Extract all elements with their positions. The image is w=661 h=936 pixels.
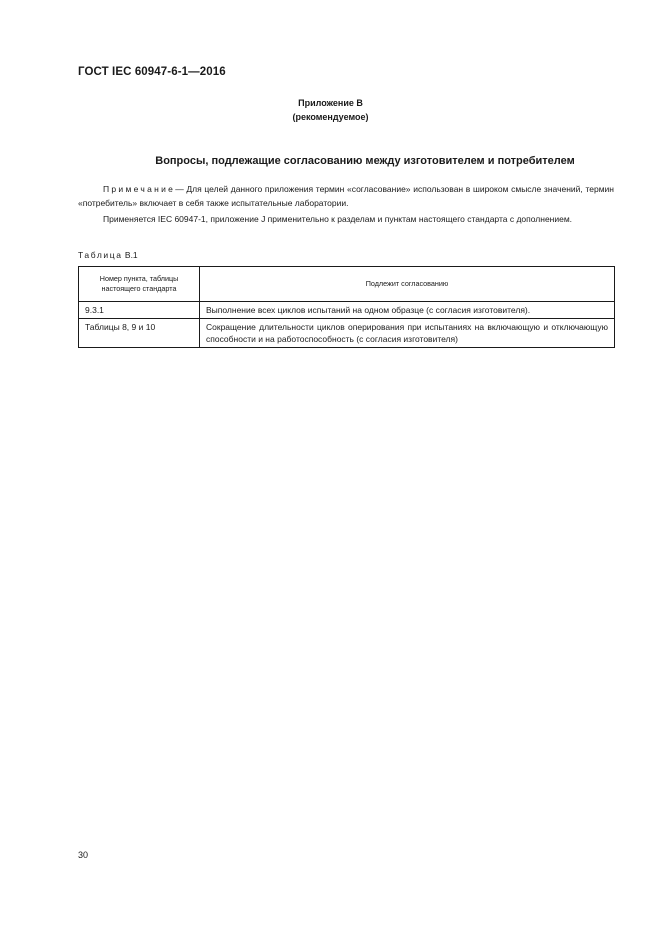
table-cell-subject: Сокращение длительности циклов оперирования при испытаниях на включающую и отключающую способности и на работоспособность (с согласия изготовителя) bbox=[200, 319, 615, 348]
appendix-title-block bbox=[0, 96, 661, 124]
table-cell-subject: Выполнение всех циклов испытаний на одном образце (с согласия изготовителя). bbox=[200, 302, 615, 319]
requirements-table bbox=[78, 266, 615, 348]
table-caption-number: В.1 bbox=[124, 250, 138, 260]
table-header-ref: Номер пункта, таблицы настоящего стандарта bbox=[79, 267, 200, 302]
table-header-row bbox=[79, 267, 615, 302]
table-cell-ref: Таблицы 8, 9 и 10 bbox=[79, 319, 200, 348]
appendix-status: (рекомендуемое) bbox=[292, 112, 369, 122]
appendix-title: Приложение В bbox=[298, 98, 363, 108]
table-row bbox=[79, 319, 615, 348]
table-caption-word: Таблица bbox=[78, 250, 123, 260]
body-paragraph: Применяется IEC 60947-1, приложение J применительно к разделам и пунктам настоящего стандарта с дополнением. bbox=[103, 214, 573, 224]
note-text: — Для целей данного приложения термин «согласование» использован в широком смысле значений, термин «потребитель» включает в себя также испытательные лаборатории. bbox=[78, 184, 614, 208]
page-number: 30 bbox=[78, 850, 89, 860]
note-paragraph bbox=[78, 183, 614, 210]
table-header-subject: Подлежит согласованию bbox=[200, 267, 615, 302]
table-caption bbox=[78, 250, 138, 260]
note-label: Примечание bbox=[103, 184, 176, 194]
section-heading: Вопросы, подлежащие согласованию между изготовителем и потребителем bbox=[155, 155, 575, 167]
table-row bbox=[79, 302, 615, 319]
table-cell-ref: 9.3.1 bbox=[79, 302, 200, 319]
document-header: ГОСТ IEC 60947-6-1—2016 bbox=[78, 66, 226, 78]
